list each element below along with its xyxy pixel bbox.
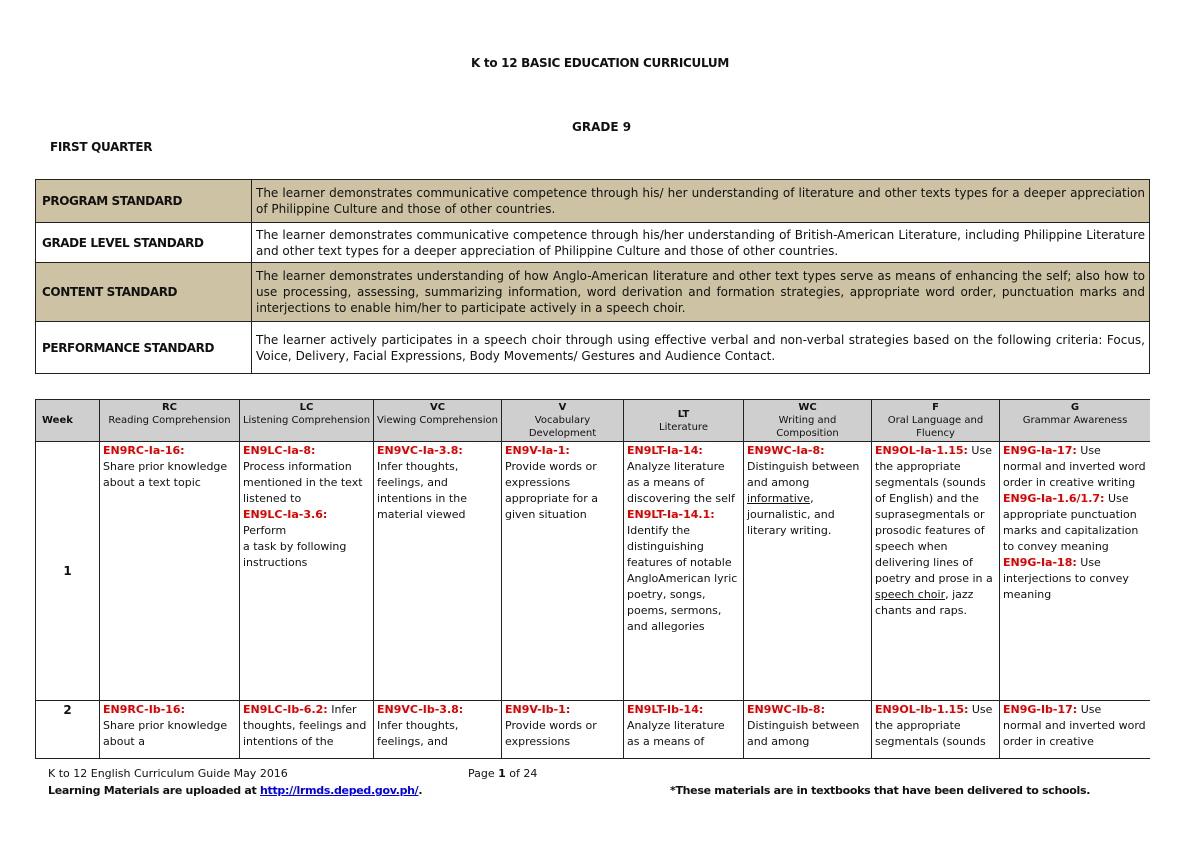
competency-code: EN9V-Ib-1:: [505, 703, 571, 716]
competency-text: Identify the distinguishing features of notable AngloAmerican lyric poetry, songs, poems, sermons, and allegories: [627, 524, 738, 633]
week-row: [36, 442, 1151, 701]
learning-materials-note: [48, 784, 422, 797]
competency-code: EN9OL-Ib-1.15:: [875, 703, 969, 716]
competency-text: Infer thoughts, feelings, and intentions in the material viewed: [377, 460, 467, 521]
f-cell: [872, 701, 1000, 759]
week-number: 1: [36, 442, 100, 701]
competency-code: EN9RC-Ib-16:: [103, 703, 185, 716]
lc-header: [240, 400, 374, 442]
wc-cell: [744, 442, 872, 701]
standard-label: PERFORMANCE STANDARD: [36, 322, 252, 374]
week-number: 2: [36, 701, 100, 759]
competency-text: normal and inverted word order in creative writing: [1003, 460, 1146, 489]
g-cell: [1000, 701, 1151, 759]
column-code: G: [1070, 402, 1080, 413]
standard-label: CONTENT STANDARD: [36, 263, 252, 322]
competency-code: EN9G-Ia-18:: [1003, 556, 1077, 569]
standard-text: The learner demonstrates communicative competence through his/ her understanding of literature and other texts types for a deeper appreciation of Philippine Culture and those of other countries.: [252, 180, 1150, 223]
competency-text: Use: [967, 444, 992, 457]
v-cell: [502, 442, 624, 701]
column-code: RC: [161, 402, 178, 413]
competency-text: thoughts, feelings and intentions of the: [243, 719, 367, 748]
footer-guide: K to 12 English Curriculum Guide May 2016: [48, 767, 288, 780]
column-code: LT: [677, 408, 690, 420]
g-header: [1000, 400, 1151, 442]
curriculum-table-wrapper: [35, 399, 1150, 765]
competency-code: EN9G-Ia-1.6/1.7:: [1003, 492, 1105, 505]
wc-cell: [744, 701, 872, 759]
underlined-term: informative: [747, 492, 811, 505]
competency-text: Process information mentioned in the text listened to: [243, 460, 363, 505]
lc-cell: [240, 442, 374, 701]
v-cell: [502, 701, 624, 759]
competency-text: Perform: [243, 524, 287, 537]
column-name: Viewing Comprehension: [377, 415, 498, 426]
competency-text: Use: [968, 703, 993, 716]
competency-code: EN9LT-Ia-14:: [627, 444, 703, 457]
column-name: Literature: [659, 421, 708, 433]
competency-code: EN9LC-Ia-3.6:: [243, 508, 328, 521]
column-name: Reading Comprehension: [108, 415, 231, 426]
grade-level-standard-row: [36, 223, 1150, 263]
competency-text: appropriate punctuation marks and capitalization to convey meaning: [1003, 508, 1139, 553]
competency-code: EN9VC-Ia-3.8:: [377, 444, 463, 457]
g-cell: [1000, 442, 1151, 701]
column-code: V: [558, 402, 567, 413]
standard-text: The learner actively participates in a speech choir through using effective verbal and non-verbal strategies based on the following criteria: Focus, Voice, Delivery, Facial Expressions, Body Movements/ Gestures and Audience Contact.: [252, 322, 1150, 374]
column-name: Grammar Awareness: [1022, 415, 1128, 426]
competency-code: EN9WC-Ib-8:: [747, 703, 825, 716]
competency-text: Use: [1077, 703, 1102, 716]
competency-text: Provide words or expressions: [505, 719, 597, 748]
competency-text: the appropriate segmentals (sounds: [875, 719, 986, 748]
competency-text: the appropriate segmentals (sounds of English) and the suprasegmentals or prosodic features of speech when delivering lines of poetry and prose in a: [875, 460, 993, 585]
column-code: F: [932, 402, 939, 413]
competency-code: EN9V-Ia-1:: [505, 444, 570, 457]
document-title: K to 12 BASIC EDUCATION CURRICULUM: [471, 56, 729, 70]
column-name: Vocabulary Development: [528, 415, 597, 439]
week-row: [36, 701, 1151, 759]
competency-text: Infer thoughts, feelings, and: [377, 719, 459, 748]
lt-header: [624, 400, 744, 442]
competency-text: Infer: [327, 703, 357, 716]
lm-text: Learning Materials are uploaded at: [48, 784, 260, 797]
vc-header: [374, 400, 502, 442]
competency-text: Analyze literature as a means of: [627, 719, 725, 748]
lt-cell: [624, 701, 744, 759]
column-name: Oral Language and Fluency: [887, 415, 984, 439]
competency-text: interjections to convey meaning: [1003, 572, 1129, 601]
column-code: WC: [798, 402, 817, 413]
competency-text: Analyze literature as a means of discovering the self: [627, 460, 735, 505]
rc-cell: [100, 442, 240, 701]
competency-code: EN9G-Ia-17:: [1003, 444, 1077, 457]
v-header: [502, 400, 624, 442]
standard-label: PROGRAM STANDARD: [36, 180, 252, 223]
vc-cell: [374, 701, 502, 759]
rc-header: [100, 400, 240, 442]
competency-code: EN9LC-Ib-6.2:: [243, 703, 328, 716]
lrmds-link[interactable]: http://lrmds.deped.gov.ph/: [259, 784, 419, 797]
competency-code: EN9LC-Ia-8:: [243, 444, 316, 457]
program-standard-row: [36, 180, 1150, 223]
page-number: 1: [498, 767, 506, 780]
wc-header: [744, 400, 872, 442]
column-code: VC: [429, 402, 446, 413]
lm-end: .: [418, 784, 423, 797]
column-name: Listening Comprehension: [242, 415, 371, 426]
competency-text: Provide words or expressions appropriate for a given situation: [505, 460, 598, 521]
vc-cell: [374, 442, 502, 701]
f-header: [872, 400, 1000, 442]
competency-code: EN9RC-Ia-16:: [103, 444, 185, 457]
lt-cell: [624, 442, 744, 701]
textbook-note: *These materials are in textbooks that have been delivered to schools.: [670, 784, 1091, 797]
underlined-term: speech choir: [875, 588, 946, 601]
competency-code: EN9G-Ib-17:: [1003, 703, 1078, 716]
competency-code: EN9VC-Ib-3.8:: [377, 703, 464, 716]
competency-text: normal and inverted word order in creative: [1003, 719, 1146, 748]
page-suffix: of 24: [505, 767, 538, 780]
competency-text: Use: [1076, 444, 1101, 457]
page-indicator: [468, 767, 537, 780]
lc-cell: [240, 701, 374, 759]
competency-code: EN9LT-Ib-14:: [627, 703, 704, 716]
standard-text: The learner demonstrates communicative competence through his/her understanding of British-American Literature, including Philippine Literature and other text types for a deeper appreciation of Philippine Culture and those of other countries.: [252, 223, 1150, 263]
competency-code: EN9WC-Ia-8:: [747, 444, 825, 457]
f-cell: [872, 442, 1000, 701]
performance-standard-row: [36, 322, 1150, 374]
competency-text: Distinguish between and among: [747, 460, 860, 489]
competency-text: Use: [1104, 492, 1129, 505]
week-header: Week: [36, 400, 100, 442]
page-prefix: Page: [468, 767, 499, 780]
standards-table: [35, 179, 1150, 374]
grade-heading: GRADE 9: [572, 120, 632, 134]
competency-text: , jazz chants and raps.: [875, 588, 974, 617]
competency-text: Share prior knowledge about a: [103, 719, 228, 748]
competency-text: a task by following instructions: [243, 540, 347, 569]
competency-text: , journalistic, and literary writing.: [747, 492, 835, 537]
competency-code: EN9LT-Ia-14.1:: [627, 508, 715, 521]
competency-text: Share prior knowledge about a text topic: [103, 460, 228, 489]
standard-label: GRADE LEVEL STANDARD: [36, 223, 252, 263]
rc-cell: [100, 701, 240, 759]
standard-text: The learner demonstrates understanding of how Anglo-American literature and other text types serve as means of enhancing the self; also how to use processing, assessing, summarizing information, word derivation and formation strategies, appropriate word order, punctuation marks and interjections to enable him/her to participate actively in a speech choir.: [252, 263, 1150, 322]
competency-text: Distinguish between and among: [747, 719, 860, 748]
competency-code: EN9OL-Ia-1.15:: [875, 444, 968, 457]
column-name: Writing and Composition: [776, 415, 839, 439]
curriculum-table: [35, 399, 1150, 759]
content-standard-row: [36, 263, 1150, 322]
column-code: LC: [299, 402, 314, 413]
quarter-heading: FIRST QUARTER: [50, 140, 153, 154]
competency-text: Use: [1076, 556, 1101, 569]
header-row: [36, 400, 1151, 442]
